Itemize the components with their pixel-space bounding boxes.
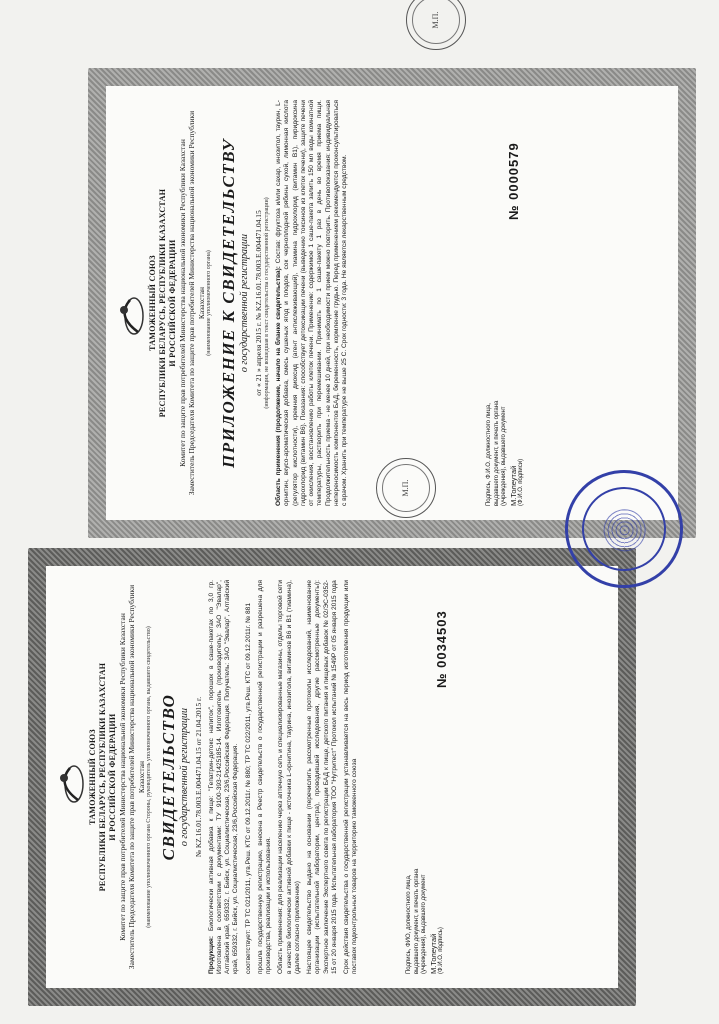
seal-label: М.П. — [431, 11, 440, 29]
product-label: Продукция: — [207, 935, 215, 974]
republics-line-2: И РОССИЙСКОЙ ФЕДЕРАЦИИ — [168, 239, 177, 367]
signer-caption: Подпись, ФИО, должностного лица, выдавшего документ, и печать органа (учреждения), выдавшего документ — [406, 868, 427, 974]
signature-block — [406, 844, 445, 974]
seal-placeholder — [406, 0, 466, 50]
republics-line-2: И РОССИЙСКОЙ ФЕДЕРАЦИИ — [108, 713, 117, 841]
signature-block — [486, 376, 525, 506]
form-number: № 0000579 — [506, 142, 521, 220]
signer-sub: (Ф.И.О. подпись) — [437, 927, 444, 974]
application-text — [275, 100, 349, 506]
deputy-name: Заместитель Председателя Комитета по защите прав потребителей Министерства национальной экономики Республики Казахстан — [187, 110, 206, 496]
conformity-text: соответствует: ТР ТС 021/2011, утв.Реш. КТС от 09.12.2011г. № 880; ТР ТС 022/2011, утв.Реш. КТС от 09.12.2011г. № 881 — [244, 602, 252, 974]
signer-name: М.Толеутай — [508, 465, 518, 506]
signer-caption: Подпись, Ф.И.О. должностного лица, выдавшего документ, и печать органа (учреждения), выдавшего документ — [486, 400, 507, 506]
composition-text: Состав: фруктоза и/или сахар, инозитол, таурин, L-орнитин, вкусо-ароматическая добавка, смесь сушеных ягод и плодов, сок черноплодной рябины сухой, лимонная кислота (регулятор кислотности), кремния диоксид (агент антислеживающий), тиамина гидрохлорид (витамин В1), пиридоксина гидрохлорид (витамин В6). Показания: способствует детоксикации печени (выведению токсинов из клеток печени), защите печени от окисления, восстановлению работы клеток печени. Применение: содержимое 1 саше-пакета залить 150 мл воды комнатной температуры, растворить при перемешивании. Принимать по 1 саше-пакету 1 раз в день во время приема пищи. Продолжительность приема - не менее 10 дней, при необходимости прием можно повторить. Противопоказания: индивидуальная непереносимость компонентов БАД, беременность, кормление грудью. Перед применением рекомендуется проконсультироваться с врачом. Хранить при температуре не выше 25 С. Срок годности: 3 года. Не является лекарственным средством. — [275, 100, 349, 506]
validity-text: Срок действия свидетельства о государственной регистрации устанавливается на весь период изготовления продукции или поставок подконтрольных товаров на территорию таможенного союза — [343, 580, 359, 974]
appendix-content — [106, 11, 678, 520]
appendix-inner — [106, 11, 678, 520]
document-subtitle: о государственной регистрации — [178, 707, 190, 847]
union-name: ТАМОЖЕННЫЙ СОЮЗ — [88, 729, 97, 825]
section-title: Область применения (продолжение, начало на бланке свидетельства): — [275, 266, 283, 506]
customs-union-emblem-icon — [112, 292, 152, 340]
info-note: (информация, не вошедшая в текст свидетельства о государственной регистрации) — [263, 197, 270, 409]
registry-text: прошла государственную регистрацию, внесена в Реестр свидетельств о государственной регистрации и разрешена для производства, реализации и использования. — [256, 580, 273, 974]
product-text: Биологически активная добавка к пище: "Гепатрин-детокс напиток", порошок в саше-пакетах по 3,0 гр. Изготовлена в соответствии с документами: ТУ 9100-393-21425185-14. Изготовитель (производитель): ЗАО "Эвалар", Алтайский край, 659332, г. Бийск, ул. Социалистическая, 23/6,Российская Федерация. Получатель: ЗАО "Эвалар", Алтайский край, 659332, г. Бийск, ул. Социалистическая, 23/6,Российская Федерация. — [207, 580, 240, 974]
document-subtitle: о государственной регистрации — [238, 233, 250, 373]
usage-text: Область применения: для реализации населению через аптечную сеть и специализированные магазины, отделы торговой сети в качестве биологически активной добавки к пище - источника L-орнитина, таурина, инозитола, витаминов В6 и В1 (тиамина), (далее согласно приложению) — [277, 580, 301, 974]
document-title: СВИДЕТЕЛЬСТВО — [158, 693, 178, 861]
document-title: ПРИЛОЖЕНИЕ К СВИДЕТЕЛЬСТВУ — [218, 138, 238, 469]
form-number: № 0034503 — [434, 610, 449, 688]
signer-sub: (Ф.И.О. подписи) — [517, 458, 524, 506]
seal-label: М.П. — [401, 479, 410, 497]
basis-text: Настоящее свидетельство выдано на основании (перечислить рассмотренные протоколы исследований, наименование организации (испытательной лаборатории, центра), проводившей исследования, другие рассмотренные документы): Экспертное заключение Экспертного совета по регистрации БАД к пище, детского питания и пищевых добавок № 02/ЭС-0352-15 от 20 января 2015 года. Испытательная лаборатория ТОО "Нутритест" Протокол испытаний № 1549Р от 05 января 2015 года — [306, 580, 338, 974]
republics-line-1: РЕСПУБЛИКИ БЕЛАРУСЬ, РЕСПУБЛИКИ КАЗАХСТАН — [158, 188, 167, 418]
republics-line-1: РЕСПУБЛИКИ БЕЛАРУСЬ, РЕСПУБЛИКИ КАЗАХСТАН — [98, 662, 107, 892]
registration-number: № KZ.16.01.78.003.E.004471.04.15 от 21.04.2015 г. — [194, 696, 204, 858]
product-block — [208, 580, 241, 974]
authority-name: Комитет по защите прав потребителей Министерства национальной экономики Республики Казахстан — [178, 139, 187, 467]
signer-name: М.Толеутай — [428, 933, 438, 974]
authority-note: (наименование уполномоченного органа) — [206, 250, 213, 356]
authority-name: Комитет по защите прав потребителей Министерства национальной экономики Республики Казахстан — [118, 613, 127, 941]
authority-note: (наименование уполномоченного органа Стороны, руководитель уполномоченного органа, выдавшего свидетельство) — [146, 626, 153, 928]
date-and-number-line: от « 21 » апреля 2015 г. № KZ.16.01.78.003.E.004471.04.15 — [254, 210, 264, 396]
union-name: ТАМОЖЕННЫЙ СОЮЗ — [148, 255, 157, 351]
customs-union-emblem-icon — [52, 760, 92, 808]
deputy-name: Заместитель Председателя Комитета по защите прав потребителей Министерства национальной экономики Республики Казахстан — [127, 584, 146, 970]
seal-placeholder — [376, 458, 436, 518]
